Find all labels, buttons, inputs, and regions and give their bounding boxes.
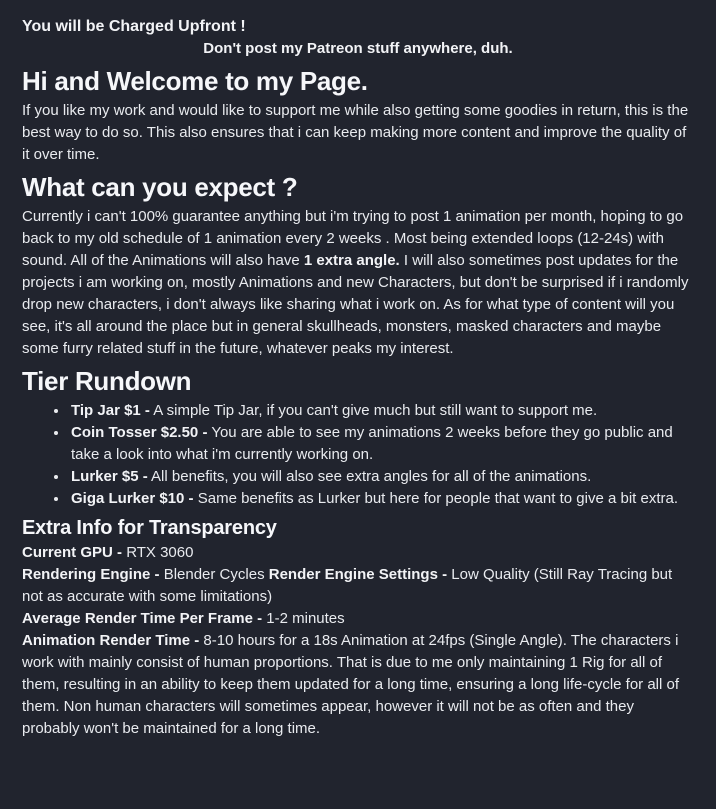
tier-rundown-heading: Tier Rundown (22, 366, 192, 396)
tier-name: Tip Jar $1 - (71, 402, 150, 419)
settings-value: Low Quality (Still Ray Tracing but not as accurate with some limitations) (22, 566, 673, 605)
welcome-paragraph: If you like my work and would like to support me while also getting some goodies in return, this is the best way to do so. This also ensures that i can keep making more content and improve the quality of it over time. (22, 102, 689, 163)
expect-heading: What can you expect ? (22, 172, 298, 202)
tier-item-giga-lurker (69, 488, 694, 510)
frame-time-value: 1-2 minutes (266, 610, 345, 627)
engine-value: Blender Cycles (163, 566, 269, 583)
tier-item-coin-tosser (69, 422, 694, 466)
frame-time-line (22, 608, 694, 630)
charge-upfront-notice: You will be Charged Upfront ! (22, 18, 246, 35)
tier-description: A simple Tip Jar, if you can't give much but still want to support me. (149, 402, 598, 419)
tier-description: Same benefits as Lurker but here for people that want to give a bit extra. (193, 490, 679, 507)
expect-text-end: I will also sometimes post updates for the projects i am working on, mostly Animations and new Characters, but don't be surprised if i randomly drop new characters, i don't always like sharing what i work on. As for what type of content will you see, it's all around the place but in general skullheads, monsters, masked characters and maybe some furry related stuff in the future, whatever peaks my interest. (22, 252, 689, 357)
expect-text-start: Currently i can't 100% guarantee anything but i'm trying to post 1 animation per month, hoping to go back to my old schedule of 1 animation every 2 weeks . Most being extended loops (12-24s) with sound. All of the Animations will also have (22, 208, 684, 269)
gpu-label: Current GPU - (22, 544, 127, 561)
tier-name: Lurker $5 - (71, 468, 148, 485)
tier-item-tip-jar (69, 400, 694, 422)
gpu-value: RTX 3060 (126, 544, 194, 561)
tier-name: Coin Tosser $2.50 - (71, 424, 208, 441)
tier-item-lurker (69, 466, 694, 488)
engine-label: Rendering Engine - (22, 566, 164, 583)
tier-list (22, 400, 694, 510)
engine-line (22, 564, 694, 608)
expect-text-bold: 1 extra angle. (303, 252, 400, 269)
tier-description: You are able to see my animations 2 weeks before they go public and take a look into what i'm currently working on. (71, 424, 673, 463)
frame-time-label: Average Render Time Per Frame - (22, 610, 267, 627)
animation-time-value: 8-10 hours for a 18s Animation at 24fps (Single Angle). The characters i work with mainly consist of human proportions. That is due to me only maintaining 1 Rig for all of them, resulting in an ability to keep them updated for a long time, ensuring a long life-cycle for all of them. Non human characters will sometimes appear, however it will not be as often and they probably won't be maintained for a long time. (22, 632, 680, 737)
tier-description: All benefits, you will also see extra angles for all of the animations. (147, 468, 592, 485)
extra-info-heading: Extra Info for Transparency (22, 517, 277, 539)
animation-time-label: Animation Render Time - (22, 632, 204, 649)
repost-warning-notice: Don't post my Patreon stuff anywhere, duh. (203, 40, 513, 57)
tier-name: Giga Lurker $10 - (71, 490, 194, 507)
gpu-line (22, 542, 694, 564)
animation-time-line (22, 630, 694, 740)
expect-paragraph (22, 206, 694, 360)
welcome-heading: Hi and Welcome to my Page. (22, 66, 368, 96)
settings-label: Render Engine Settings - (268, 566, 452, 583)
